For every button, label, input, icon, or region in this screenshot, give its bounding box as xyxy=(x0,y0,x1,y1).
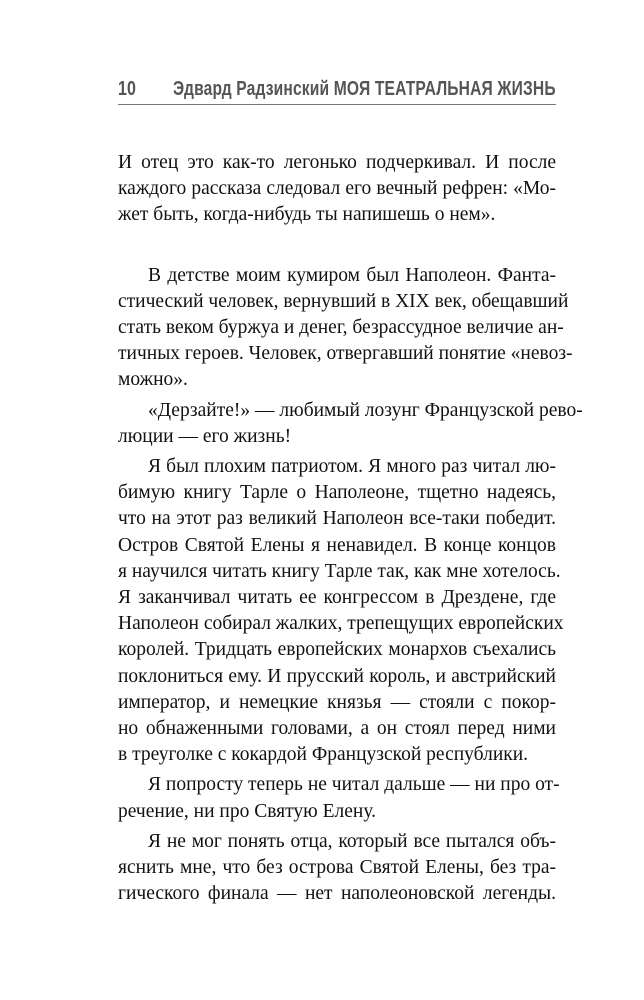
text-line: в треуголке с кокардой Французской республики. xyxy=(118,744,529,766)
text-line: Я был плохим патриотом. Я много раз читал лю- xyxy=(148,456,556,478)
text-line: поклониться ему. И прусский король, и австрийский xyxy=(118,665,556,687)
header-rule xyxy=(118,104,556,105)
paragraph-6 xyxy=(118,829,556,908)
text-line: тичных героев. Человек, отвергавший понятие «невоз- xyxy=(118,343,573,365)
text-line: стать веком буржуа и денег, безрассудное величие ан- xyxy=(118,317,564,339)
text-line: жет быть, когда-нибудь ты напишешь о нем». xyxy=(118,204,496,226)
text-line: стический человек, вернувший в XIX век, обещавший xyxy=(118,290,569,312)
paragraph-5 xyxy=(118,772,560,824)
text-line: речение, ни про Святую Елену. xyxy=(118,800,377,822)
text-line: яснить мне, что без острова Святой Елены, без тра- xyxy=(118,857,556,879)
text-line: Наполеон собирал жалких, трепещущих европейских xyxy=(118,613,564,635)
text-line: император, и немецкие князья — стояли с покор- xyxy=(118,691,556,713)
paragraph-2 xyxy=(118,263,573,394)
text-line: «Дерзайте!» — любимый лозунг Французской рево- xyxy=(148,399,583,421)
text-line: В детстве моим кумиром был Наполеон. Фанта- xyxy=(148,264,556,286)
running-header xyxy=(118,74,556,104)
text-line: каждого рассказа следовал его вечный рефрен: «Мо- xyxy=(118,178,556,200)
text-line: но обнаженными головами, а он стоял перед ними xyxy=(118,718,556,740)
text-line: Я попросту теперь не читал дальше — ни про от- xyxy=(148,774,560,796)
running-title: Эдвард Радзинский МОЯ ТЕАТРАЛЬНАЯ ЖИЗНЬ xyxy=(173,78,556,100)
text-line: люции — его жизнь! xyxy=(118,425,292,447)
text-line: Я заканчивал читать ее конгрессом в Дрездене, где xyxy=(118,587,556,609)
text-line: королей. Тридцать европейских монархов съехались xyxy=(118,639,556,661)
paragraph-4 xyxy=(118,454,564,768)
page-number: 10 xyxy=(118,78,137,100)
text-line: гического финала — нет наполеоновской легенды. xyxy=(118,883,556,905)
text-line: что на этот раз великий Наполеон все-таки победит. xyxy=(118,508,556,530)
body-text xyxy=(118,150,583,911)
text-line: бимую книгу Тарле о Наполеоне, тщетно надеясь, xyxy=(118,482,556,504)
text-line: Я не мог понять отца, который все пытался объ- xyxy=(148,830,556,852)
paragraph-3 xyxy=(118,398,583,450)
text-line: И отец это как-то легонько подчеркивал. И после xyxy=(118,152,556,173)
text-line: Остров Святой Елены я ненавидел. В конце концов xyxy=(118,534,556,556)
paragraph-1 xyxy=(118,150,556,229)
text-line: я научился читать книгу Тарле так, как мне хотелось. xyxy=(118,560,561,582)
text-line: можно». xyxy=(118,369,188,391)
